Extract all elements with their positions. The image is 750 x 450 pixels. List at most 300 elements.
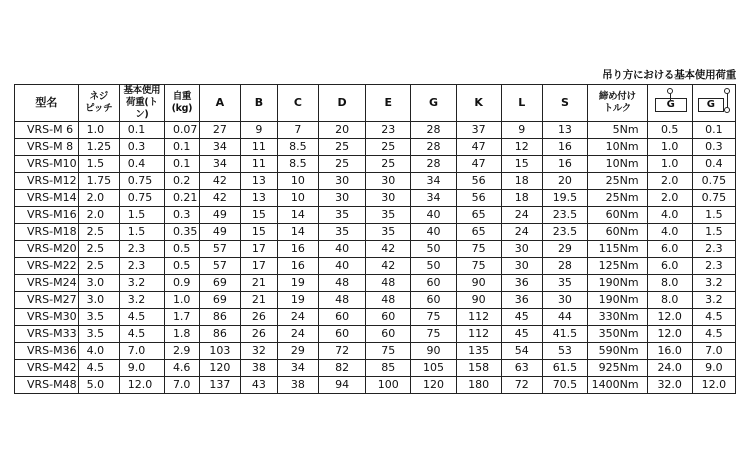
table-cell: 2.3 (119, 241, 164, 258)
table-cell: 26 (240, 326, 277, 343)
table-cell: 18 (501, 190, 542, 207)
table-cell: 3.0 (78, 292, 119, 309)
spec-table (14, 84, 736, 394)
table-cell: 0.5 (164, 258, 199, 275)
table-cell: 38 (240, 360, 277, 377)
header-weight-line1: 自重 (172, 91, 192, 102)
table-cell: 15 (501, 156, 542, 173)
table-cell: 75 (411, 309, 456, 326)
model-cell: VRS-M 6 (15, 122, 79, 139)
table-cell: 19 (277, 275, 318, 292)
header-pitch-line1: ネジ (89, 91, 108, 102)
table-cell: 2.5 (78, 224, 119, 241)
table-cell: 8.5 (277, 139, 318, 156)
table-cell: 60 (318, 326, 365, 343)
table-cell: 115Nm (588, 241, 648, 258)
table-row (15, 156, 736, 173)
table-cell: 24.0 (647, 360, 692, 377)
table-cell: 0.9 (164, 275, 199, 292)
table-cell: 40 (318, 258, 365, 275)
table-cell: 40 (411, 224, 456, 241)
table-cell: 36 (501, 275, 542, 292)
table-cell: 75 (366, 343, 411, 360)
table-cell: 7.0 (164, 377, 199, 394)
table-cell: 27 (199, 122, 240, 139)
table-cell: 10Nm (588, 156, 648, 173)
table-cell: 12.0 (647, 309, 692, 326)
table-cell: 1.0 (78, 122, 119, 139)
table-cell: 3.2 (119, 292, 164, 309)
header-dim-e: E (366, 85, 411, 122)
table-cell: 24 (501, 207, 542, 224)
table-cell: 4.6 (164, 360, 199, 377)
table-cell: 17 (240, 241, 277, 258)
header-pitch-line2: ピッチ (85, 103, 113, 114)
table-cell: 90 (456, 275, 501, 292)
table-cell: 24 (501, 224, 542, 241)
header-dim-d: D (318, 85, 365, 122)
table-cell: 190Nm (588, 292, 648, 309)
model-cell: VRS-M33 (15, 326, 79, 343)
table-cell: 60 (411, 275, 456, 292)
table-cell: 34 (277, 360, 318, 377)
table-cell: 63 (501, 360, 542, 377)
table-cell: 125Nm (588, 258, 648, 275)
table-cell: 25Nm (588, 173, 648, 190)
table-cell: 30 (501, 258, 542, 275)
table-cell: 103 (199, 343, 240, 360)
table-cell: 40 (318, 241, 365, 258)
table-cell: 35 (366, 224, 411, 241)
table-cell: 0.4 (119, 156, 164, 173)
header-vertical-lift (647, 85, 692, 122)
table-cell: 60 (366, 309, 411, 326)
table-cell: 105 (411, 360, 456, 377)
table-cell: 25 (318, 156, 365, 173)
model-cell: VRS-M12 (15, 173, 79, 190)
table-cell: 3.0 (78, 275, 119, 292)
table-cell: 0.1 (164, 139, 199, 156)
table-cell: 24 (277, 309, 318, 326)
table-cell: 2.0 (647, 173, 692, 190)
table-cell: 34 (199, 156, 240, 173)
table-cell: 1.5 (78, 156, 119, 173)
table-cell: 180 (456, 377, 501, 394)
table-cell: 14 (277, 224, 318, 241)
table-cell: 0.3 (164, 207, 199, 224)
table-cell: 3.5 (78, 309, 119, 326)
table-cell: 112 (456, 309, 501, 326)
table-cell: 48 (366, 275, 411, 292)
model-cell: VRS-M30 (15, 309, 79, 326)
table-cell: 2.0 (647, 190, 692, 207)
table-cell: 60Nm (588, 224, 648, 241)
table-cell: 30 (542, 292, 587, 309)
table-cell: 85 (366, 360, 411, 377)
table-cell: 28 (411, 139, 456, 156)
table-cell: 25 (318, 139, 365, 156)
header-torque-line2: トルク (603, 103, 632, 114)
table-cell: 60Nm (588, 207, 648, 224)
model-cell: VRS-M14 (15, 190, 79, 207)
table-cell: 61.5 (542, 360, 587, 377)
table-cell: 47 (456, 156, 501, 173)
table-cell: 0.21 (164, 190, 199, 207)
table-cell: 56 (456, 190, 501, 207)
table-cell: 60 (318, 309, 365, 326)
table-cell: 60 (366, 326, 411, 343)
table-cell: 12.0 (692, 377, 735, 394)
table-cell: 13 (542, 122, 587, 139)
table-cell: 60 (411, 292, 456, 309)
model-cell: VRS-M24 (15, 275, 79, 292)
table-cell: 16 (277, 258, 318, 275)
table-cell: 25Nm (588, 190, 648, 207)
table-cell: 30 (318, 190, 365, 207)
header-dim-k: K (456, 85, 501, 122)
vertical-lift-icon (653, 88, 687, 114)
table-cell: 5Nm (588, 122, 648, 139)
table-cell: 16.0 (647, 343, 692, 360)
table-cell: 12.0 (119, 377, 164, 394)
table-cell: 158 (456, 360, 501, 377)
table-cell: 0.3 (692, 139, 735, 156)
table-cell: 16 (277, 241, 318, 258)
table-cell: 30 (366, 190, 411, 207)
table-cell: 29 (277, 343, 318, 360)
table-cell: 45 (501, 309, 542, 326)
table-cell: 3.2 (692, 292, 735, 309)
table-cell: 1.8 (164, 326, 199, 343)
table-cell: 1.5 (692, 207, 735, 224)
table-row (15, 173, 736, 190)
table-cell: 2.3 (119, 258, 164, 275)
table-cell: 8.0 (647, 275, 692, 292)
table-cell: 86 (199, 309, 240, 326)
table-cell: 34 (411, 173, 456, 190)
table-cell: 0.75 (692, 190, 735, 207)
table-cell: 10 (277, 190, 318, 207)
table-cell: 4.0 (647, 224, 692, 241)
table-cell: 1.0 (647, 156, 692, 173)
table-cell: 19.5 (542, 190, 587, 207)
table-cell: 1.5 (119, 207, 164, 224)
table-cell: 69 (199, 292, 240, 309)
header-dim-c: C (277, 85, 318, 122)
table-cell: 34 (411, 190, 456, 207)
table-cell: 50 (411, 241, 456, 258)
table-cell: 16 (542, 139, 587, 156)
model-cell: VRS-M16 (15, 207, 79, 224)
table-cell: 65 (456, 207, 501, 224)
table-cell: 72 (318, 343, 365, 360)
table-cell: 69 (199, 275, 240, 292)
table-row (15, 343, 736, 360)
table-cell: 13 (240, 190, 277, 207)
table-cell: 350Nm (588, 326, 648, 343)
model-cell: VRS-M18 (15, 224, 79, 241)
table-cell: 72 (501, 377, 542, 394)
table-cell: 0.75 (119, 173, 164, 190)
table-cell: 14 (277, 207, 318, 224)
table-cell: 120 (411, 377, 456, 394)
table-cell: 21 (240, 275, 277, 292)
table-cell: 28 (542, 258, 587, 275)
table-cell: 56 (456, 173, 501, 190)
table-cell: 26 (240, 309, 277, 326)
header-model: 型名 (15, 85, 79, 122)
table-cell: 135 (456, 343, 501, 360)
table-cell: 0.5 (164, 241, 199, 258)
header-pitch (78, 85, 119, 122)
table-cell: 35 (542, 275, 587, 292)
header-dim-s: S (542, 85, 587, 122)
table-cell: 49 (199, 224, 240, 241)
table-row (15, 224, 736, 241)
table-cell: 43 (240, 377, 277, 394)
table-cell: 925Nm (588, 360, 648, 377)
table-cell: 12.0 (647, 326, 692, 343)
table-cell: 11 (240, 139, 277, 156)
table-cell: 112 (456, 326, 501, 343)
table-cell: 35 (318, 224, 365, 241)
table-cell: 53 (542, 343, 587, 360)
table-cell: 42 (366, 241, 411, 258)
table-cell: 90 (456, 292, 501, 309)
table-cell: 4.5 (119, 309, 164, 326)
table-cell: 40 (411, 207, 456, 224)
table-cell: 90 (411, 343, 456, 360)
table-cell: 75 (456, 258, 501, 275)
table-cell: 4.5 (692, 309, 735, 326)
table-cell: 9.0 (692, 360, 735, 377)
table-cell: 6.0 (647, 241, 692, 258)
table-cell: 2.9 (164, 343, 199, 360)
header-torque-line1: 締め付け (598, 91, 636, 102)
header-load-line2: 荷重(トン) (126, 97, 158, 120)
table-cell: 30 (366, 173, 411, 190)
table-cell: 4.5 (78, 360, 119, 377)
header-row (15, 85, 736, 122)
load-method-caption: 吊り方における基本使用荷重 (602, 69, 736, 81)
model-cell: VRS-M10 (15, 156, 79, 173)
table-cell: 44 (542, 309, 587, 326)
table-row (15, 309, 736, 326)
table-cell: 57 (199, 258, 240, 275)
table-cell: 30 (501, 241, 542, 258)
table-cell: 1.5 (119, 224, 164, 241)
table-cell: 9 (501, 122, 542, 139)
table-cell: 3.2 (692, 275, 735, 292)
table-cell: 20 (542, 173, 587, 190)
table-row (15, 275, 736, 292)
table-cell: 120 (199, 360, 240, 377)
table-cell: 18 (501, 173, 542, 190)
table-cell: 7.0 (692, 343, 735, 360)
table-cell: 7.0 (119, 343, 164, 360)
table-row (15, 241, 736, 258)
table-cell: 9 (240, 122, 277, 139)
table-cell: 10Nm (588, 139, 648, 156)
table-cell: 0.75 (692, 173, 735, 190)
table-cell: 190Nm (588, 275, 648, 292)
table-cell: 75 (456, 241, 501, 258)
table-row (15, 139, 736, 156)
horizontal-lift-label: G (698, 98, 724, 112)
table-cell: 47 (456, 139, 501, 156)
model-cell: VRS-M 8 (15, 139, 79, 156)
table-cell: 0.1 (119, 122, 164, 139)
table-cell: 19 (277, 292, 318, 309)
table-cell: 1.0 (164, 292, 199, 309)
table-cell: 590Nm (588, 343, 648, 360)
table-cell: 23.5 (542, 224, 587, 241)
table-cell: 11 (240, 156, 277, 173)
table-cell: 1400Nm (588, 377, 648, 394)
table-cell: 137 (199, 377, 240, 394)
table-cell: 32 (240, 343, 277, 360)
table-cell: 25 (366, 139, 411, 156)
table-cell: 2.0 (78, 190, 119, 207)
table-cell: 35 (318, 207, 365, 224)
table-cell: 3.2 (119, 275, 164, 292)
table-cell: 28 (411, 156, 456, 173)
table-cell: 48 (318, 275, 365, 292)
table-cell: 1.75 (78, 173, 119, 190)
table-cell: 17 (240, 258, 277, 275)
table-cell: 50 (411, 258, 456, 275)
spec-table-body (15, 122, 736, 394)
table-cell: 2.3 (692, 241, 735, 258)
model-cell: VRS-M22 (15, 258, 79, 275)
table-cell: 82 (318, 360, 365, 377)
table-cell: 49 (199, 207, 240, 224)
table-cell: 42 (366, 258, 411, 275)
vertical-lift-label: G (655, 98, 687, 112)
model-cell: VRS-M27 (15, 292, 79, 309)
table-cell: 37 (456, 122, 501, 139)
table-cell: 28 (411, 122, 456, 139)
table-cell: 0.1 (164, 156, 199, 173)
table-cell: 75 (411, 326, 456, 343)
table-cell: 34 (199, 139, 240, 156)
table-cell: 10 (277, 173, 318, 190)
table-row (15, 360, 736, 377)
header-dim-g: G (411, 85, 456, 122)
table-row (15, 207, 736, 224)
model-cell: VRS-M42 (15, 360, 79, 377)
table-cell: 1.7 (164, 309, 199, 326)
table-cell: 0.3 (119, 139, 164, 156)
table-cell: 15 (240, 224, 277, 241)
table-cell: 48 (318, 292, 365, 309)
table-cell: 330Nm (588, 309, 648, 326)
table-row (15, 326, 736, 343)
table-cell: 8.0 (647, 292, 692, 309)
table-cell: 42 (199, 190, 240, 207)
model-cell: VRS-M36 (15, 343, 79, 360)
table-cell: 2.3 (692, 258, 735, 275)
table-cell: 0.4 (692, 156, 735, 173)
header-dim-b: B (240, 85, 277, 122)
table-cell: 65 (456, 224, 501, 241)
table-cell: 2.5 (78, 258, 119, 275)
table-row (15, 122, 736, 139)
table-cell: 21 (240, 292, 277, 309)
table-cell: 23 (366, 122, 411, 139)
table-row (15, 377, 736, 394)
table-cell: 54 (501, 343, 542, 360)
table-cell: 45 (501, 326, 542, 343)
table-cell: 6.0 (647, 258, 692, 275)
table-cell: 7 (277, 122, 318, 139)
table-row (15, 258, 736, 275)
model-cell: VRS-M20 (15, 241, 79, 258)
model-cell: VRS-M48 (15, 377, 79, 394)
table-cell: 0.07 (164, 122, 199, 139)
table-cell: 13 (240, 173, 277, 190)
table-cell: 1.25 (78, 139, 119, 156)
table-cell: 100 (366, 377, 411, 394)
table-cell: 32.0 (647, 377, 692, 394)
table-cell: 20 (318, 122, 365, 139)
table-cell: 0.5 (647, 122, 692, 139)
table-cell: 4.0 (647, 207, 692, 224)
table-cell: 0.1 (692, 122, 735, 139)
header-horizontal-lift (692, 85, 735, 122)
table-cell: 4.0 (78, 343, 119, 360)
header-load-line1: 基本使用 (123, 85, 161, 96)
table-cell: 94 (318, 377, 365, 394)
table-cell: 38 (277, 377, 318, 394)
table-cell: 15 (240, 207, 277, 224)
horizontal-lift-icon (697, 88, 731, 114)
table-cell: 57 (199, 241, 240, 258)
table-row (15, 292, 736, 309)
table-cell: 16 (542, 156, 587, 173)
table-cell: 1.5 (692, 224, 735, 241)
table-cell: 0.35 (164, 224, 199, 241)
table-cell: 24 (277, 326, 318, 343)
table-cell: 1.0 (647, 139, 692, 156)
table-cell: 12 (501, 139, 542, 156)
header-dim-l: L (501, 85, 542, 122)
table-cell: 36 (501, 292, 542, 309)
table-cell: 23.5 (542, 207, 587, 224)
table-cell: 5.0 (78, 377, 119, 394)
table-cell: 0.2 (164, 173, 199, 190)
table-row (15, 190, 736, 207)
table-cell: 2.0 (78, 207, 119, 224)
table-cell: 4.5 (119, 326, 164, 343)
table-cell: 70.5 (542, 377, 587, 394)
header-torque (588, 85, 648, 122)
table-cell: 0.75 (119, 190, 164, 207)
table-cell: 48 (366, 292, 411, 309)
table-cell: 35 (366, 207, 411, 224)
table-cell: 41.5 (542, 326, 587, 343)
header-load (119, 85, 164, 122)
table-cell: 2.5 (78, 241, 119, 258)
table-cell: 25 (366, 156, 411, 173)
table-cell: 29 (542, 241, 587, 258)
table-cell: 9.0 (119, 360, 164, 377)
table-cell: 4.5 (692, 326, 735, 343)
header-weight-line2: (kg) (171, 103, 193, 114)
table-cell: 42 (199, 173, 240, 190)
table-cell: 30 (318, 173, 365, 190)
table-cell: 8.5 (277, 156, 318, 173)
